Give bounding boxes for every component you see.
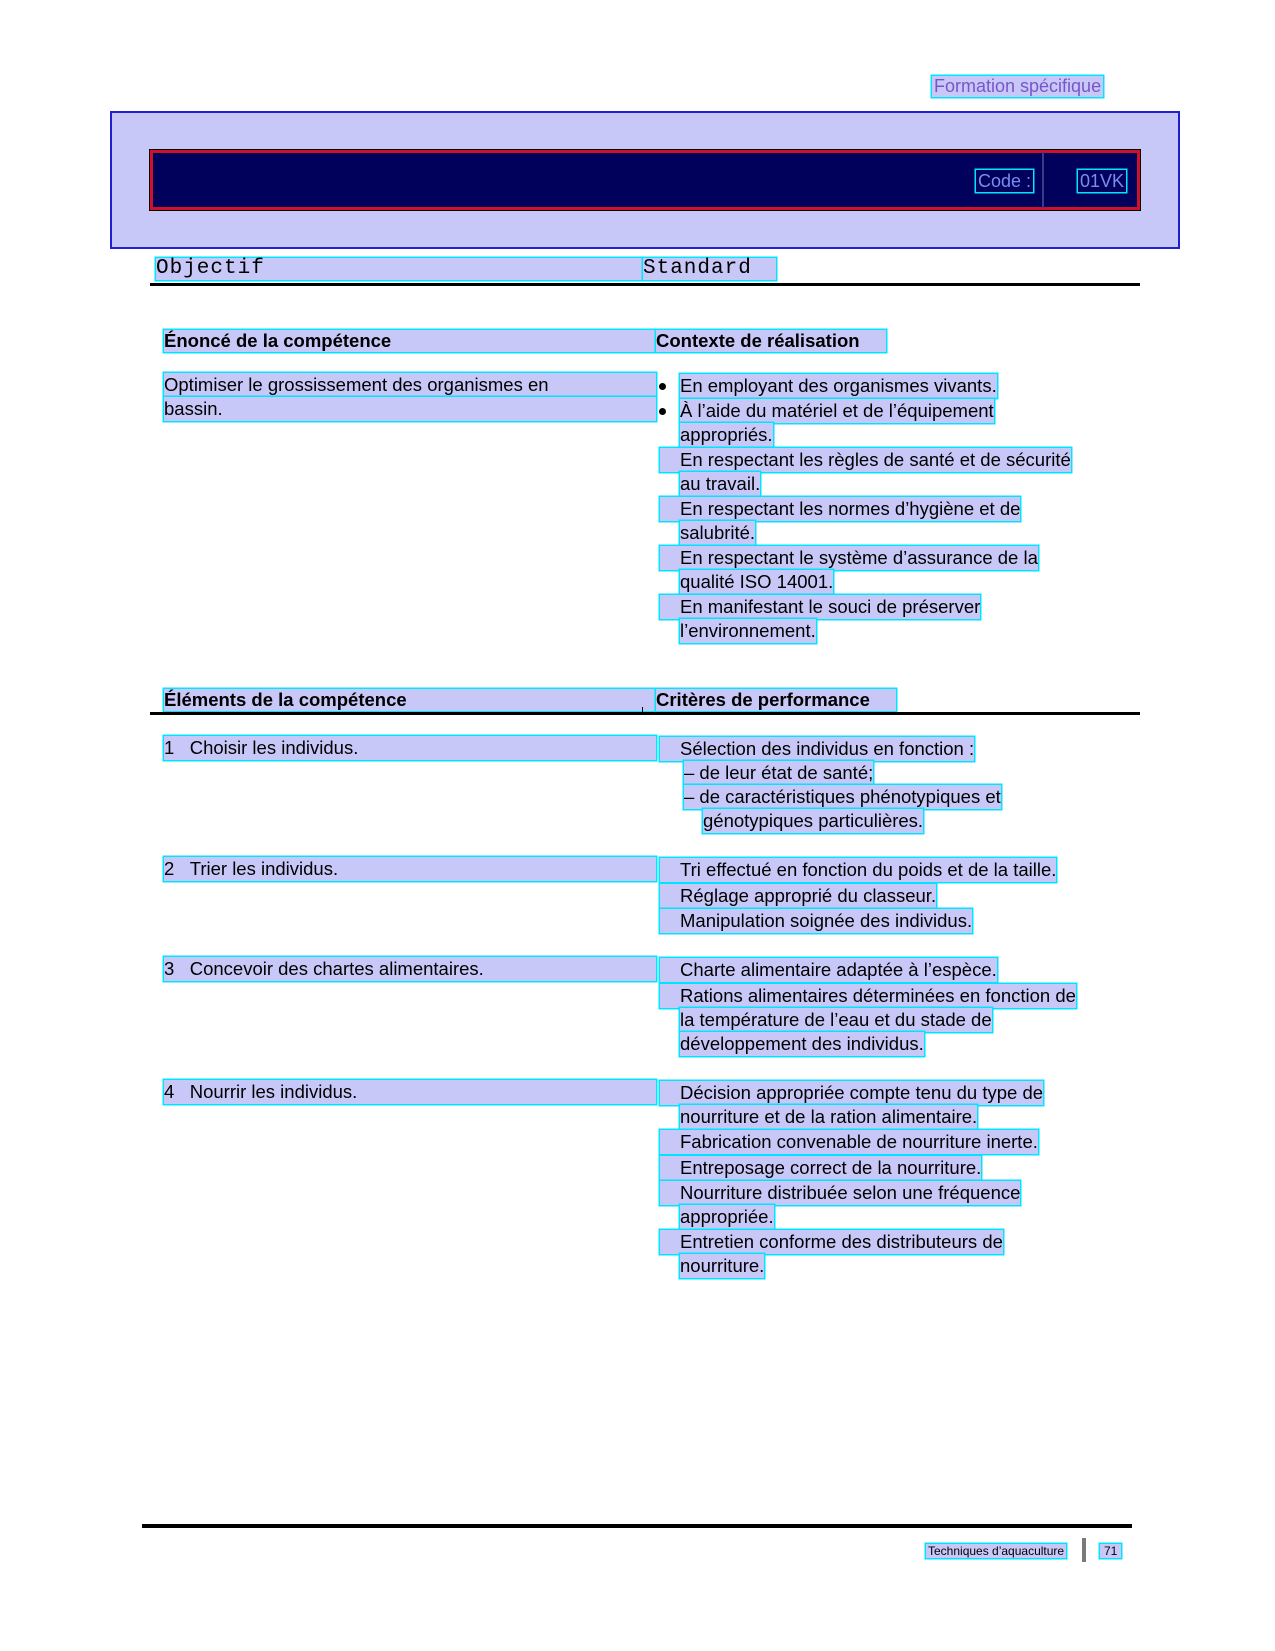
element-row-4: [164, 1080, 656, 1104]
critere-line: développement des individus.: [680, 1033, 924, 1054]
elements-heading: Éléments de la compétence: [164, 689, 656, 711]
critere-subline: – de caractéristiques phénotypiques et: [684, 786, 1001, 807]
critere-line: appropriée.: [680, 1206, 774, 1227]
critere-line: Entretien conforme des distributeurs de: [660, 1230, 1003, 1254]
contexte-line: salubrité.: [680, 522, 756, 543]
contexte-line: En manifestant le souci de préserver: [660, 595, 980, 619]
critere-line: la température de l’eau et du stade de: [680, 1009, 992, 1030]
column-tick: [642, 707, 643, 715]
contexte-line: À l’aide du matériel et de l’équipement: [680, 400, 994, 421]
footer-rule: [142, 1524, 1132, 1528]
element-label: Concevoir des chartes alimentaires.: [189, 958, 484, 979]
element-number: 3: [164, 958, 175, 979]
code-value: 01VK: [1080, 171, 1125, 191]
contexte-line: En respectant les normes d’hygiène et de: [660, 497, 1020, 521]
critere-line: Charte alimentaire adaptée à l’espèce.: [660, 958, 997, 982]
enonce-line-1: Optimiser le grossissement des organismes en: [164, 373, 656, 397]
bullet-icon: [659, 408, 666, 415]
element-label: Choisir les individus.: [189, 737, 359, 758]
element-number: 4: [164, 1081, 175, 1102]
critere-subline: – de leur état de santé;: [684, 762, 874, 783]
critere-line: Réglage approprié du classeur.: [660, 884, 936, 908]
bullet-icon: [659, 383, 666, 390]
critere-line: Sélection des individus en fonction :: [660, 737, 974, 761]
element-row-2: [164, 857, 656, 881]
element-label: Trier les individus.: [189, 858, 339, 879]
contexte-line: au travail.: [680, 473, 761, 494]
footer-program: Techniques d’aquaculture: [928, 1544, 1065, 1558]
contexte-heading: Contexte de réalisation: [656, 330, 886, 352]
header-rule: [150, 283, 1140, 286]
element-label: Nourrir les individus.: [189, 1081, 358, 1102]
page-number: 71: [1100, 1544, 1121, 1558]
standard-heading: Standard: [643, 258, 776, 280]
element-row-3: [164, 957, 656, 981]
critere-subline: génotypiques particulières.: [703, 810, 924, 831]
objectif-heading: Objectif: [156, 258, 643, 280]
contexte-line: En respectant les règles de santé et de sécurité: [660, 448, 1071, 472]
enonce-line-2: bassin.: [164, 397, 656, 421]
element-number: 1: [164, 737, 175, 758]
contexte-line: appropriés.: [680, 424, 773, 445]
criteres-heading: Critères de performance: [656, 689, 896, 711]
critere-line: Tri effectué en fonction du poids et de la taille.: [660, 858, 1056, 882]
contexte-line: qualité ISO 14001.: [680, 571, 834, 592]
footer-separator: [1082, 1538, 1086, 1562]
section-label: Formation spécifique: [934, 76, 1102, 96]
contexte-line: l’environnement.: [680, 620, 816, 641]
enonce-heading: Énoncé de la compétence: [164, 330, 656, 352]
critere-line: Manipulation soignée des individus.: [660, 909, 972, 933]
elements-rule: [150, 712, 1140, 715]
contexte-line: En respectant le système d’assurance de la: [660, 546, 1038, 570]
critere-line: nourriture.: [680, 1255, 765, 1276]
critere-line: Décision appropriée compte tenu du type de: [660, 1081, 1043, 1105]
critere-line: Nourriture distribuée selon une fréquence: [660, 1181, 1020, 1205]
critere-line: nourriture et de la ration alimentaire.: [680, 1106, 978, 1127]
critere-line: Fabrication convenable de nourriture inerte.: [660, 1130, 1038, 1154]
code-label: Code :: [978, 171, 1032, 191]
critere-line: Entreposage correct de la nourriture.: [660, 1156, 981, 1180]
critere-line: Rations alimentaires déterminées en fonction de: [660, 984, 1076, 1008]
code-divider: [1042, 152, 1044, 208]
contexte-line: En employant des organismes vivants.: [680, 375, 997, 396]
element-row-1: [164, 736, 656, 760]
element-number: 2: [164, 858, 175, 879]
